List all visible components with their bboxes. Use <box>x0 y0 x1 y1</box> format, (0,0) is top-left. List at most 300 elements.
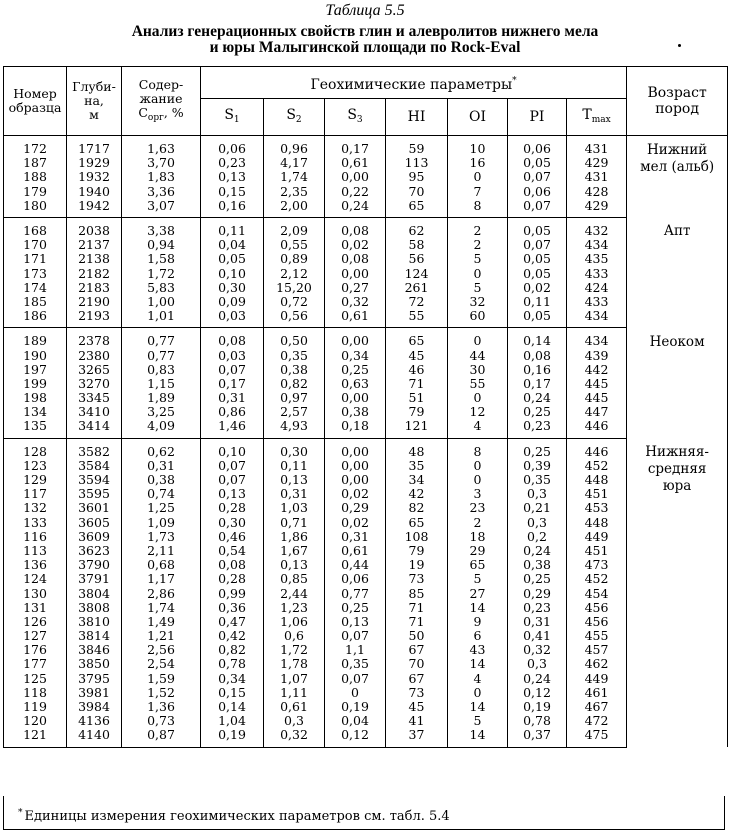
age-line: средняя <box>647 461 707 478</box>
cell-oi: 14 <box>448 728 508 747</box>
cell-tmax: 429 <box>567 199 627 218</box>
cell-hi: 56 <box>386 252 448 266</box>
cell-pi: 0,05 <box>508 309 567 328</box>
cell-pi: 0,25 <box>508 405 567 419</box>
cell-s1: 0,10 <box>201 438 264 459</box>
cell-tmax: 455 <box>567 629 627 643</box>
cell-sample: 133 <box>4 516 67 530</box>
cell-s2: 1,72 <box>264 643 325 657</box>
cell-pi: 0,24 <box>508 544 567 558</box>
cell-hi: 19 <box>386 558 448 572</box>
data-table <box>3 66 728 748</box>
cell-s1: 0,15 <box>201 686 264 700</box>
cell-depth: 2183 <box>67 281 122 295</box>
cell-depth: 1717 <box>67 136 122 157</box>
cell-oi: 0 <box>448 459 508 473</box>
cell-sample: 179 <box>4 185 67 199</box>
cell-content: 2,54 <box>122 657 201 671</box>
cell-s1: 0,47 <box>201 615 264 629</box>
table-row <box>4 391 728 405</box>
cell-pi: 0,08 <box>508 348 567 362</box>
cell-tmax: 442 <box>567 363 627 377</box>
cell-hi: 71 <box>386 615 448 629</box>
cell-depth: 1940 <box>67 185 122 199</box>
cell-hi: 113 <box>386 156 448 170</box>
cell-hi: 67 <box>386 672 448 686</box>
cell-content: 1,36 <box>122 700 201 714</box>
cell-sample: 135 <box>4 419 67 438</box>
cell-sample: 119 <box>4 700 67 714</box>
cell-hi: 95 <box>386 170 448 184</box>
cell-tmax: 424 <box>567 281 627 295</box>
cell-s3: 0,02 <box>325 516 386 530</box>
cell-oi: 8 <box>448 199 508 218</box>
cell-hi: 42 <box>386 487 448 501</box>
cell-oi: 5 <box>448 572 508 586</box>
cell-content: 0,31 <box>122 459 201 473</box>
header-geochem-group: Геохимические параметры* <box>201 67 627 99</box>
cell-sample: 198 <box>4 391 67 405</box>
table-row <box>4 170 728 184</box>
cell-content: 3,25 <box>122 405 201 419</box>
cell-content: 0,87 <box>122 728 201 747</box>
cell-content: 1,89 <box>122 391 201 405</box>
cell-depth: 3846 <box>67 643 122 657</box>
cell-oi: 65 <box>448 558 508 572</box>
cell-sample: 120 <box>4 714 67 728</box>
cell-pi: 0,3 <box>508 516 567 530</box>
cell-s1: 0,82 <box>201 643 264 657</box>
cell-content: 1,00 <box>122 295 201 309</box>
cell-s1: 0,11 <box>201 217 264 238</box>
cell-tmax: 439 <box>567 348 627 362</box>
cell-depth: 1942 <box>67 199 122 218</box>
cell-tmax: 456 <box>567 601 627 615</box>
cell-hi: 82 <box>386 501 448 515</box>
cell-pi: 0,07 <box>508 170 567 184</box>
cell-depth: 2378 <box>67 328 122 349</box>
cell-sample: 189 <box>4 328 67 349</box>
cell-s3: 0,17 <box>325 136 386 157</box>
cell-oi: 14 <box>448 657 508 671</box>
cell-s1: 0,30 <box>201 516 264 530</box>
table-title <box>0 24 730 56</box>
cell-sample: 116 <box>4 530 67 544</box>
table-row <box>4 714 728 728</box>
cell-hi: 45 <box>386 700 448 714</box>
cell-s1: 0,34 <box>201 672 264 686</box>
table-row <box>4 438 728 459</box>
cell-s3: 0,19 <box>325 700 386 714</box>
cell-tmax: 451 <box>567 487 627 501</box>
cell-s1: 0,30 <box>201 281 264 295</box>
cell-s1: 0,13 <box>201 170 264 184</box>
cell-pi: 0,2 <box>508 530 567 544</box>
cell-depth: 3814 <box>67 629 122 643</box>
cell-age <box>627 328 728 438</box>
table-title-line-1: Анализ генерационных свойств глин и алевролитов нижнего мела <box>131 23 599 40</box>
cell-s1: 0,16 <box>201 199 264 218</box>
cell-depth: 2193 <box>67 309 122 328</box>
table-row <box>4 309 728 328</box>
cell-depth: 3410 <box>67 405 122 419</box>
cell-pi: 0,19 <box>508 700 567 714</box>
cell-s2: 0,32 <box>264 728 325 747</box>
header-s1: $S_1$ <box>201 99 264 136</box>
cell-s1: 0,04 <box>201 238 264 252</box>
age-line: юра <box>662 478 692 495</box>
cell-s3: 0,38 <box>325 405 386 419</box>
cell-s1: 0,14 <box>201 700 264 714</box>
cell-sample: 134 <box>4 405 67 419</box>
cell-pi: 0,06 <box>508 136 567 157</box>
cell-s2: 0,30 <box>264 438 325 459</box>
cell-oi: 16 <box>448 156 508 170</box>
cell-content: 1,09 <box>122 516 201 530</box>
table-row <box>4 657 728 671</box>
cell-s2: 0,3 <box>264 714 325 728</box>
cell-s1: 0,31 <box>201 391 264 405</box>
cell-content: 1,21 <box>122 629 201 643</box>
table-row <box>4 601 728 615</box>
cell-oi: 18 <box>448 530 508 544</box>
cell-oi: 60 <box>448 309 508 328</box>
cell-s1: 0,78 <box>201 657 264 671</box>
table-row <box>4 328 728 349</box>
cell-depth: 3609 <box>67 530 122 544</box>
cell-tmax: 452 <box>567 572 627 586</box>
cell-oi: 0 <box>448 170 508 184</box>
cell-pi: 0,07 <box>508 199 567 218</box>
cell-s2: 0,85 <box>264 572 325 586</box>
cell-depth: 3808 <box>67 601 122 615</box>
cell-oi: 9 <box>448 615 508 629</box>
cell-depth: 3595 <box>67 487 122 501</box>
cell-pi: 0,29 <box>508 586 567 600</box>
cell-sample: 174 <box>4 281 67 295</box>
cell-content: 0,83 <box>122 363 201 377</box>
cell-s3: 0,25 <box>325 601 386 615</box>
cell-s2: 2,44 <box>264 586 325 600</box>
cell-pi: 0,39 <box>508 459 567 473</box>
header-oi: OI <box>448 99 508 136</box>
cell-tmax: 457 <box>567 643 627 657</box>
cell-sample: 126 <box>4 615 67 629</box>
cell-hi: 48 <box>386 438 448 459</box>
cell-sample: 172 <box>4 136 67 157</box>
cell-s2: 0,82 <box>264 377 325 391</box>
cell-hi: 59 <box>386 136 448 157</box>
cell-s1: 0,03 <box>201 348 264 362</box>
table-row <box>4 700 728 714</box>
cell-depth: 4136 <box>67 714 122 728</box>
cell-hi: 79 <box>386 405 448 419</box>
cell-oi: 8 <box>448 438 508 459</box>
cell-content: 4,09 <box>122 419 201 438</box>
cell-s2: 0,50 <box>264 328 325 349</box>
cell-pi: 0,05 <box>508 267 567 281</box>
cell-pi: 0,37 <box>508 728 567 747</box>
cell-content: 0,77 <box>122 348 201 362</box>
cell-content: 2,11 <box>122 544 201 558</box>
cell-s2: 0,61 <box>264 700 325 714</box>
cell-hi: 65 <box>386 328 448 349</box>
cell-sample: 128 <box>4 438 67 459</box>
cell-depth: 2038 <box>67 217 122 238</box>
age-line: Нижняя- <box>645 444 709 461</box>
cell-tmax: 461 <box>567 686 627 700</box>
cell-tmax: 472 <box>567 714 627 728</box>
cell-sample: 170 <box>4 238 67 252</box>
cell-hi: 45 <box>386 348 448 362</box>
cell-oi: 0 <box>448 391 508 405</box>
cell-content: 2,56 <box>122 643 201 657</box>
cell-tmax: 448 <box>567 473 627 487</box>
cell-sample: 197 <box>4 363 67 377</box>
cell-oi: 2 <box>448 217 508 238</box>
cell-s2: 4,17 <box>264 156 325 170</box>
cell-hi: 51 <box>386 391 448 405</box>
cell-pi: 0,31 <box>508 615 567 629</box>
cell-tmax: 467 <box>567 700 627 714</box>
table-row <box>4 473 728 487</box>
cell-s3: 0,61 <box>325 309 386 328</box>
cell-tmax: 453 <box>567 501 627 515</box>
cell-s3: 0,00 <box>325 459 386 473</box>
cell-depth: 2182 <box>67 267 122 281</box>
cell-depth: 3594 <box>67 473 122 487</box>
cell-oi: 14 <box>448 601 508 615</box>
cell-depth: 2190 <box>67 295 122 309</box>
cell-s2: 1,06 <box>264 615 325 629</box>
table-body <box>4 136 728 748</box>
age-line: Неоком <box>649 333 705 350</box>
cell-pi: 0,41 <box>508 629 567 643</box>
cell-content: 1,74 <box>122 601 201 615</box>
cell-s3: 0,32 <box>325 295 386 309</box>
table-row <box>4 728 728 747</box>
cell-content: 2,86 <box>122 586 201 600</box>
cell-s1: 0,06 <box>201 136 264 157</box>
cell-depth: 3270 <box>67 377 122 391</box>
cell-hi: 261 <box>386 281 448 295</box>
table-row <box>4 363 728 377</box>
cell-s1: 0,28 <box>201 501 264 515</box>
cell-content: 1,73 <box>122 530 201 544</box>
cell-hi: 124 <box>386 267 448 281</box>
cell-oi: 30 <box>448 363 508 377</box>
cell-hi: 50 <box>386 629 448 643</box>
cell-s2: 1,86 <box>264 530 325 544</box>
cell-oi: 4 <box>448 672 508 686</box>
cell-content: 1,72 <box>122 267 201 281</box>
cell-s1: 1,04 <box>201 714 264 728</box>
cell-content: 1,15 <box>122 377 201 391</box>
print-speck <box>678 44 681 47</box>
cell-content: 0,94 <box>122 238 201 252</box>
header-hi: HI <box>386 99 448 136</box>
cell-pi: 0,3 <box>508 657 567 671</box>
table-row <box>4 459 728 473</box>
table-row <box>4 281 728 295</box>
cell-tmax: 462 <box>567 657 627 671</box>
age-line: Апт <box>663 223 691 240</box>
cell-depth: 2137 <box>67 238 122 252</box>
cell-s3: 0,22 <box>325 185 386 199</box>
cell-s1: 0,23 <box>201 156 264 170</box>
cell-s2: 1,23 <box>264 601 325 615</box>
cell-tmax: 434 <box>567 328 627 349</box>
cell-pi: 0,23 <box>508 601 567 615</box>
cell-s1: 0,08 <box>201 558 264 572</box>
cell-s2: 0,96 <box>264 136 325 157</box>
cell-tmax: 433 <box>567 267 627 281</box>
cell-oi: 7 <box>448 185 508 199</box>
cell-oi: 5 <box>448 281 508 295</box>
cell-sample: 124 <box>4 572 67 586</box>
cell-s3: 0,00 <box>325 391 386 405</box>
cell-sample: 187 <box>4 156 67 170</box>
cell-oi: 5 <box>448 714 508 728</box>
cell-s1: 0,46 <box>201 530 264 544</box>
table-row <box>4 267 728 281</box>
cell-pi: 0,35 <box>508 473 567 487</box>
cell-age <box>627 136 728 218</box>
table-row <box>4 686 728 700</box>
table-title-line-2: и юры Малыгинской площади по Rock-Eval <box>209 39 521 56</box>
cell-depth: 1929 <box>67 156 122 170</box>
cell-content: 0,38 <box>122 473 201 487</box>
cell-s2: 4,93 <box>264 419 325 438</box>
cell-s1: 0,54 <box>201 544 264 558</box>
cell-pi: 0,07 <box>508 238 567 252</box>
cell-sample: 180 <box>4 199 67 218</box>
footnote-mark: * <box>18 808 23 818</box>
cell-tmax: 432 <box>567 217 627 238</box>
cell-pi: 0,14 <box>508 328 567 349</box>
cell-s3: 0,02 <box>325 238 386 252</box>
cell-s2: 0,6 <box>264 629 325 643</box>
cell-sample: 176 <box>4 643 67 657</box>
cell-tmax: 449 <box>567 672 627 686</box>
cell-s3: 0,02 <box>325 487 386 501</box>
cell-s1: 0,05 <box>201 252 264 266</box>
cell-tmax: 435 <box>567 252 627 266</box>
cell-s2: 0,35 <box>264 348 325 362</box>
cell-depth: 3623 <box>67 544 122 558</box>
cell-s2: 0,38 <box>264 363 325 377</box>
cell-tmax: 445 <box>567 391 627 405</box>
cell-s3: 0,00 <box>325 170 386 184</box>
table-row <box>4 377 728 391</box>
cell-sample: 121 <box>4 728 67 747</box>
cell-s3: 0 <box>325 686 386 700</box>
cell-pi: 0,17 <box>508 377 567 391</box>
cell-s2: 2,35 <box>264 185 325 199</box>
cell-s2: 1,78 <box>264 657 325 671</box>
cell-s1: 0,07 <box>201 459 264 473</box>
cell-depth: 3850 <box>67 657 122 671</box>
cell-depth: 3810 <box>67 615 122 629</box>
cell-oi: 4 <box>448 419 508 438</box>
cell-sample: 168 <box>4 217 67 238</box>
cell-s2: 2,00 <box>264 199 325 218</box>
table-row <box>4 586 728 600</box>
header-tmax: $T_{max}$ <box>567 99 627 136</box>
cell-tmax: 445 <box>567 377 627 391</box>
cell-hi: 65 <box>386 516 448 530</box>
table-row <box>4 185 728 199</box>
header-depth: Глуби- на, м <box>67 67 122 136</box>
cell-sample: 199 <box>4 377 67 391</box>
cell-s1: 0,99 <box>201 586 264 600</box>
cell-sample: 127 <box>4 629 67 643</box>
cell-s2: 2,12 <box>264 267 325 281</box>
cell-s2: 0,13 <box>264 558 325 572</box>
cell-s3: 0,34 <box>325 348 386 362</box>
cell-sample: 131 <box>4 601 67 615</box>
cell-oi: 0 <box>448 267 508 281</box>
table-row <box>4 419 728 438</box>
cell-s2: 1,11 <box>264 686 325 700</box>
cell-hi: 85 <box>386 586 448 600</box>
cell-s2: 0,89 <box>264 252 325 266</box>
cell-content: 0,62 <box>122 438 201 459</box>
cell-sample: 129 <box>4 473 67 487</box>
cell-sample: 173 <box>4 267 67 281</box>
table-row <box>4 295 728 309</box>
table-row <box>4 501 728 515</box>
cell-depth: 3795 <box>67 672 122 686</box>
cell-pi: 0,3 <box>508 487 567 501</box>
header-content: Содер- жание $C_{орг}$, % <box>122 67 201 136</box>
cell-s1: 0,42 <box>201 629 264 643</box>
cell-s1: 0,36 <box>201 601 264 615</box>
cell-oi: 2 <box>448 238 508 252</box>
cell-s1: 1,46 <box>201 419 264 438</box>
cell-s2: 1,07 <box>264 672 325 686</box>
cell-depth: 2380 <box>67 348 122 362</box>
cell-oi: 0 <box>448 328 508 349</box>
cell-s3: 0,61 <box>325 156 386 170</box>
cell-tmax: 434 <box>567 238 627 252</box>
cell-tmax: 428 <box>567 185 627 199</box>
cell-s1: 0,03 <box>201 309 264 328</box>
cell-pi: 0,05 <box>508 217 567 238</box>
cell-sample: 123 <box>4 459 67 473</box>
cell-s1: 0,07 <box>201 363 264 377</box>
cell-oi: 27 <box>448 586 508 600</box>
cell-hi: 73 <box>386 572 448 586</box>
cell-oi: 5 <box>448 252 508 266</box>
cell-sample: 136 <box>4 558 67 572</box>
table-caption: Таблица 5.5 <box>325 2 405 19</box>
cell-oi: 0 <box>448 473 508 487</box>
table-row <box>4 238 728 252</box>
cell-s3: 0,25 <box>325 363 386 377</box>
cell-depth: 3345 <box>67 391 122 405</box>
cell-sample: 186 <box>4 309 67 328</box>
table-row <box>4 615 728 629</box>
cell-tmax: 429 <box>567 156 627 170</box>
cell-pi: 0,24 <box>508 672 567 686</box>
cell-s3: 0,00 <box>325 438 386 459</box>
cell-s2: 1,74 <box>264 170 325 184</box>
cell-s2: 0,31 <box>264 487 325 501</box>
age-line: мел (альб) <box>640 159 715 175</box>
cell-s3: 0,07 <box>325 629 386 643</box>
cell-sample: 130 <box>4 586 67 600</box>
